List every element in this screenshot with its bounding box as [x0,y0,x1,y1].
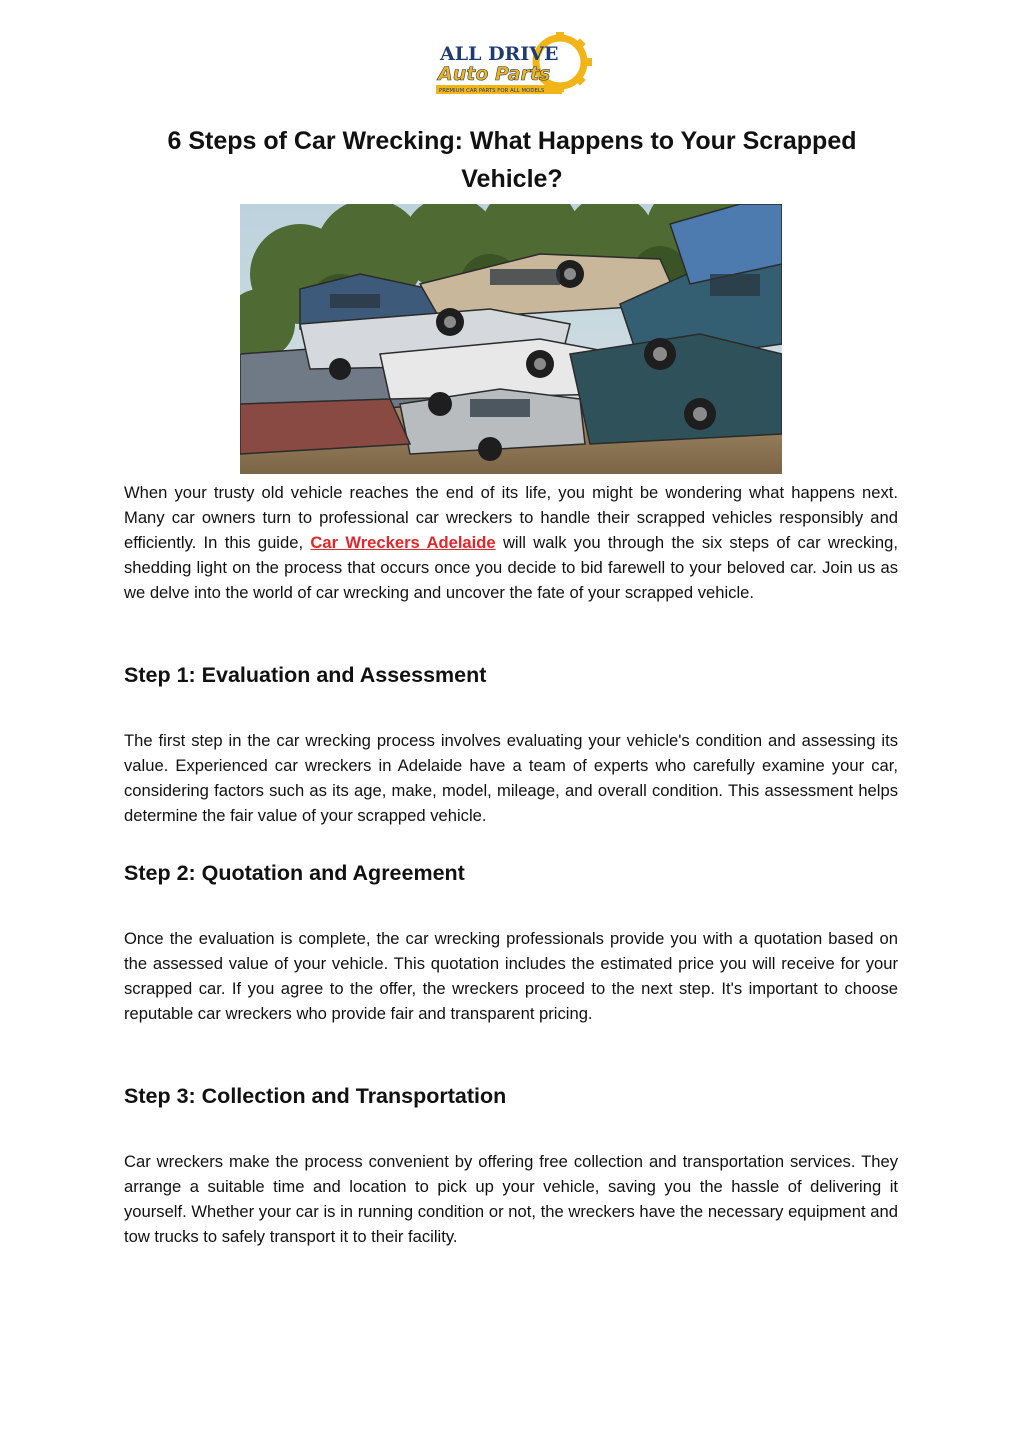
step-1-heading: Step 1: Evaluation and Assessment [124,663,487,687]
logo-line1: ALL DRIVE [440,43,559,65]
step-3-body: Car wreckers make the process convenient by offering free collection and transportation services. They arrange a suitable time and location to pick up your vehicle, saving you the hassle of delivering it yourself. Whether your car is in running condition or not, the wreckers have the necessary equipment and tow trucks to safely transport it to their facility. [124,1152,898,1246]
intro-paragraph [124,480,898,605]
logo-line2: Auto Parts [438,63,551,85]
scrapyard-photo [240,204,782,474]
car-wreckers-adelaide-link[interactable]: Car Wreckers Adelaide [310,533,496,552]
step-2-heading: Step 2: Quotation and Agreement [124,861,465,885]
step-3-heading: Step 3: Collection and Transportation [124,1084,507,1108]
logo-tagline: PREMIUM CAR PARTS FOR ALL MODELS [439,88,545,94]
intro-text-end: will walk you through the six steps of car wrecking, shedding light on the process that occurs once you decide to bid farewell to your beloved car. Join us as we delve into the world of car wrecking and uncover the fate of your scrapped vehicle. [124,533,898,602]
brand-logo [432,32,592,102]
step-2-body: Once the evaluation is complete, the car wrecking professionals provide you with a quotation based on the assessed value of your vehicle. This quotation includes the estimated price you will receive for your scrapped car. If you agree to the offer, the wreckers proceed to the next step. It's important to choose reputable car wreckers who provide fair and transparent pricing. [124,929,898,1023]
step-1-body: The first step in the car wrecking process involves evaluating your vehicle's condition and assessing its value. Experienced car wreckers in Adelaide have a team of experts who carefully examine your car, considering factors such as its age, make, model, mileage, and overall condition. This assessment helps determine the fair value of your scrapped vehicle. [124,731,898,825]
intro-text-start: When your trusty old vehicle reaches the end of its life, you might be wondering what happens next. Many car owners turn to professional car wreckers to handle their scrapped vehicles responsibly and efficiently. In this guide, [124,483,898,552]
page-title: 6 Steps of Car Wrecking: What Happens to Your Scrapped Vehicle? [167,127,857,193]
